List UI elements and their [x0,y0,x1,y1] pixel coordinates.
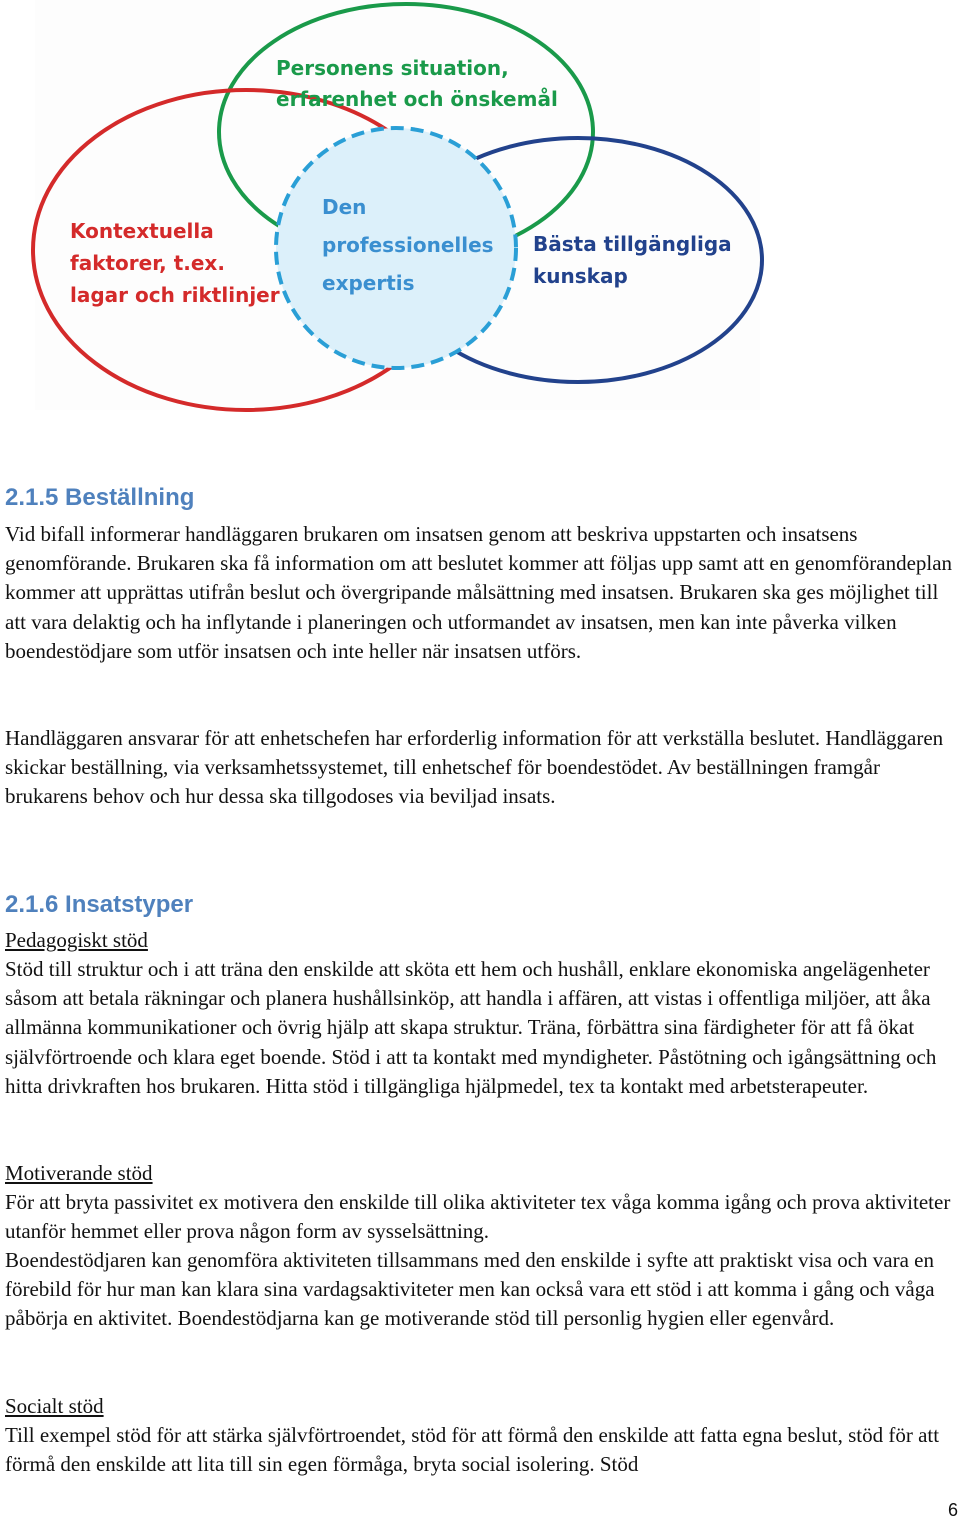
top-label-line2: erfarenhet och önskemål [276,87,558,111]
section-heading-insatstyper: 2.1.6 Insatstyper [5,891,194,918]
left-label-line3: lagar och riktlinjer [70,283,280,307]
paragraph-motiverande-stod-1: För att bryta passivitet ex motivera den enskilde till olika aktiviteter tex våga komma igång och prova aktiviteter utanför hemmet eller prova någon form av sysselsättning. [5,1190,951,1244]
paragraph-socialt-stod: Till exempel stöd för att stärka självförtroendet, stöd för att förmå den enskilde att fatta egna beslut, stöd för att förmå den enskilde att lita till sin egen förmåga, bryta social isolering. Stöd [5,1423,940,1477]
subheading-socialt-stod: Socialt stöd [5,1394,104,1418]
left-label-line2: faktorer, t.ex. [70,251,225,275]
paragraph-motiverande-stod-2: Boendestödjaren kan genomföra aktiviteten tillsammans med den enskilde i syfte att praktiskt visa och vara en förebild för hur man kan klara sina vardagsaktiviteter men kan också vara ett stöd i att komma i gång och våga påbörja en aktivitet. Boendestödjarna kan ge motiverande stöd till personlig hygien eller egenvård. [5,1248,935,1331]
subheading-pedagogiskt-stod: Pedagogiskt stöd [5,928,148,952]
left-label-line1: Kontextuella [70,219,214,243]
paragraph-pedagogiskt-stod: Stöd till struktur och i att träna den enskilde att sköta ett hem och hushåll, enklare ekonomiska angelägenheter såsom att betala räkningar och planera hushållsinköp, att handla i affären, att vistas i offentliga miljöer, att åka allmänna kommunikationer och övrig hjälp att skapa struktur. Träna, förbättra sina färdigheter för att få ökat självförtroende och klara eget boende. Stöd i att ta kontakt med myndigheter. Påstötning och igångsättning och hitta drivkraften hos brukaren. Hitta stöd i tillgängliga hjälpmedel, tex ta kontakt med arbetsterapeuter. [5,957,937,1098]
paragraph-bestallning-2: Handläggaren ansvarar för att enhetschefen har erforderlig information för att verkställa beslutet. Handläggaren skickar beställning, via verksamhetssystemet, till enhetschef för boendestödet. Av beställningen framgår brukarens behov och hur dessa ska tillgodoses via beviljad insats. [5,726,944,809]
venn-diagram [0,0,960,440]
center-label-line2: professionelles [322,233,494,257]
page-number: 6 [947,1500,958,1520]
center-label-line1: Den [322,195,367,219]
right-label-line2: kunskap [533,264,628,288]
center-label-line3: expertis [322,271,415,295]
top-label-line1: Personens situation, [276,56,509,80]
subheading-motiverande-stod: Motiverande stöd [5,1161,153,1185]
right-label-line1: Bästa tillgängliga [533,232,732,256]
paragraph-bestallning-1: Vid bifall informerar handläggaren brukaren om insatsen genom att beskriva uppstarten och insatsens genomförande. Brukaren ska få information om att beslutet kommer att följas upp samt att en genomförandeplan kommer att upprättas utifrån beslut och övergripande målsättning med insatsen. Brukaren ska ges möjlighet till att vara delaktig och ha inflytande i planeringen och utformandet av insatsen, men kan inte påverka vilken boendestödjare som utför insatsen och inte heller när insatsen utförs. [5,522,953,663]
section-heading-bestallning: 2.1.5 Beställning [5,484,195,511]
